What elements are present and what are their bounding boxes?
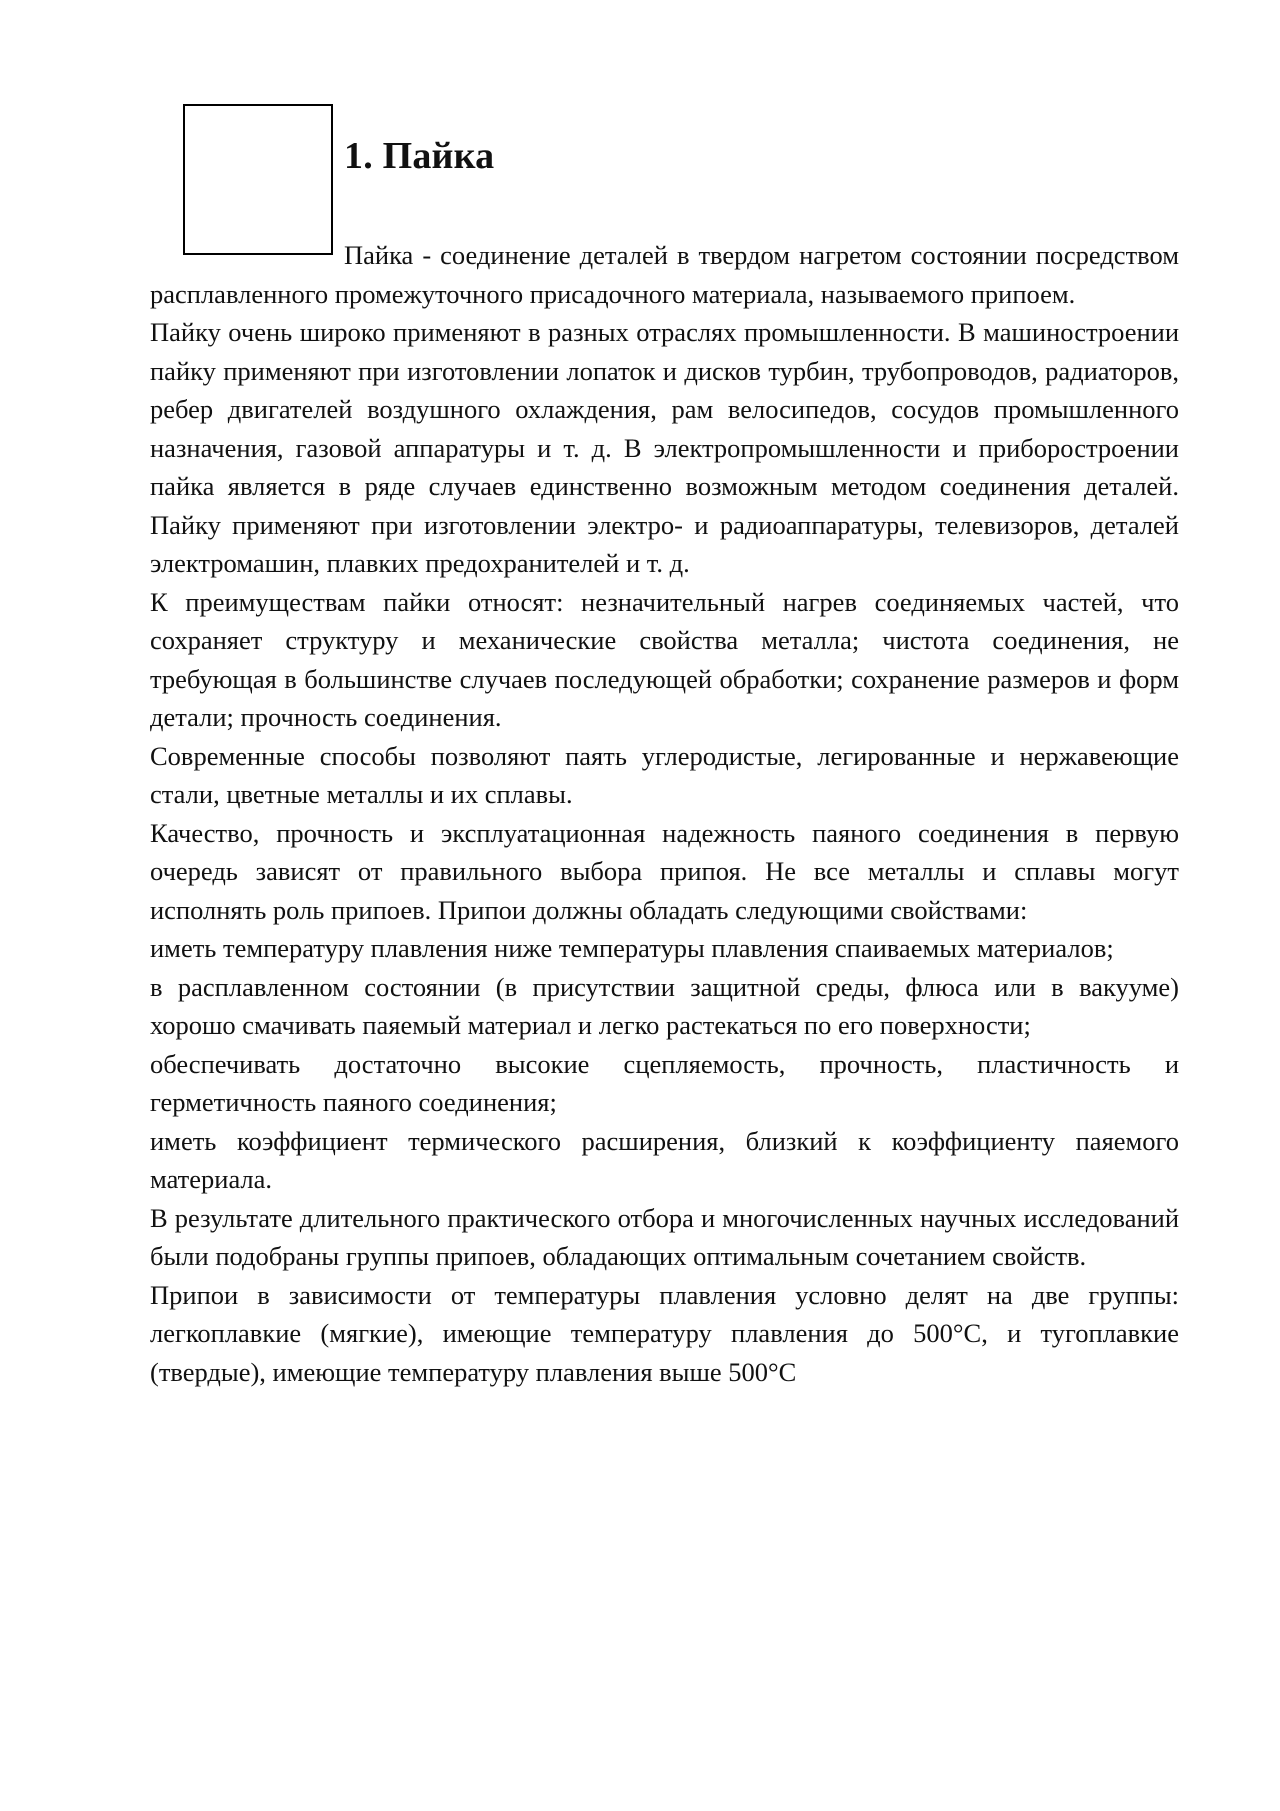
paragraph-research: В результате длительного практического отбора и многочисленных научных исследований были подобраны группы припоев, обладающих оптимальным сочетанием свойств.: [150, 1202, 1179, 1271]
paragraph-definition: Пайка - соединение деталей в твердом нагретом состоянии посредством расплавленного промежуточного присадочного материала, называемого припоем.: [150, 240, 1179, 309]
section-heading: 1. Пайка: [344, 135, 495, 177]
list-item-expansion: иметь коэффициент термического расширения, близкий к коэффициенту паяемого материала.: [150, 1125, 1179, 1194]
paragraph-solder-groups: Припои в зависимости от температуры плавления условно делят на две группы: легкоплавкие (мягкие), имеющие температуру плавления до 500°С, и тугоплавкие (твердые), имеющие температуру плавления выше 500°С: [150, 1279, 1179, 1387]
paragraph-advantages: К преимуществам пайки относят: незначительный нагрев соединяемых частей, что сохраняет структуру и механические свойства металла; чистота соединения, не требующая в большинстве случаев последующей обработки; сохранение размеров и форм детали; прочность соединения.: [150, 586, 1179, 732]
list-item-strength: обеспечивать достаточно высокие сцепляемость, прочность, пластичность и герметичность паяного соединения;: [150, 1048, 1179, 1117]
paragraph-modern-methods: Современные способы позволяют паять углеродистые, легированные и нержавеющие стали, цветные металлы и их сплавы.: [150, 740, 1179, 809]
list-item-melting-point: иметь температуру плавления ниже температуры плавления спаиваемых материалов;: [150, 933, 1114, 963]
body-text: [150, 236, 1179, 1391]
list-item-wetting: в расплавленном состоянии (в присутствии защитной среды, флюса или в вакууме) хорошо смачивать паяемый материал и легко растекаться по его поверхности;: [150, 971, 1179, 1040]
image-placeholder-frame: [183, 104, 333, 255]
paragraph-solder-quality: Качество, прочность и эксплуатационная надежность паяного соединения в первую очередь зависят от правильного выбора припоя. Не все металлы и сплавы могут исполнять роль припоев. Припои должны обладать следующими свойствами:: [150, 817, 1179, 925]
paragraph-applications: Пайку очень широко применяют в разных отраслях промышленности. В машиностроении пайку применяют при изготовлении лопаток и дисков турбин, трубопроводов, радиаторов, ребер двигателей воздушного охлаждения, рам велосипедов, сосудов промышленного назначения, газовой аппаратуры и т. д. В электропромышленности и приборостроении пайка является в ряде случаев единственно возможным методом соединения деталей. Пайку применяют при изготовлении электро- и радиоаппаратуры, телевизоров, деталей электромашин, плавких предохранителей и т. д.: [150, 317, 1179, 578]
